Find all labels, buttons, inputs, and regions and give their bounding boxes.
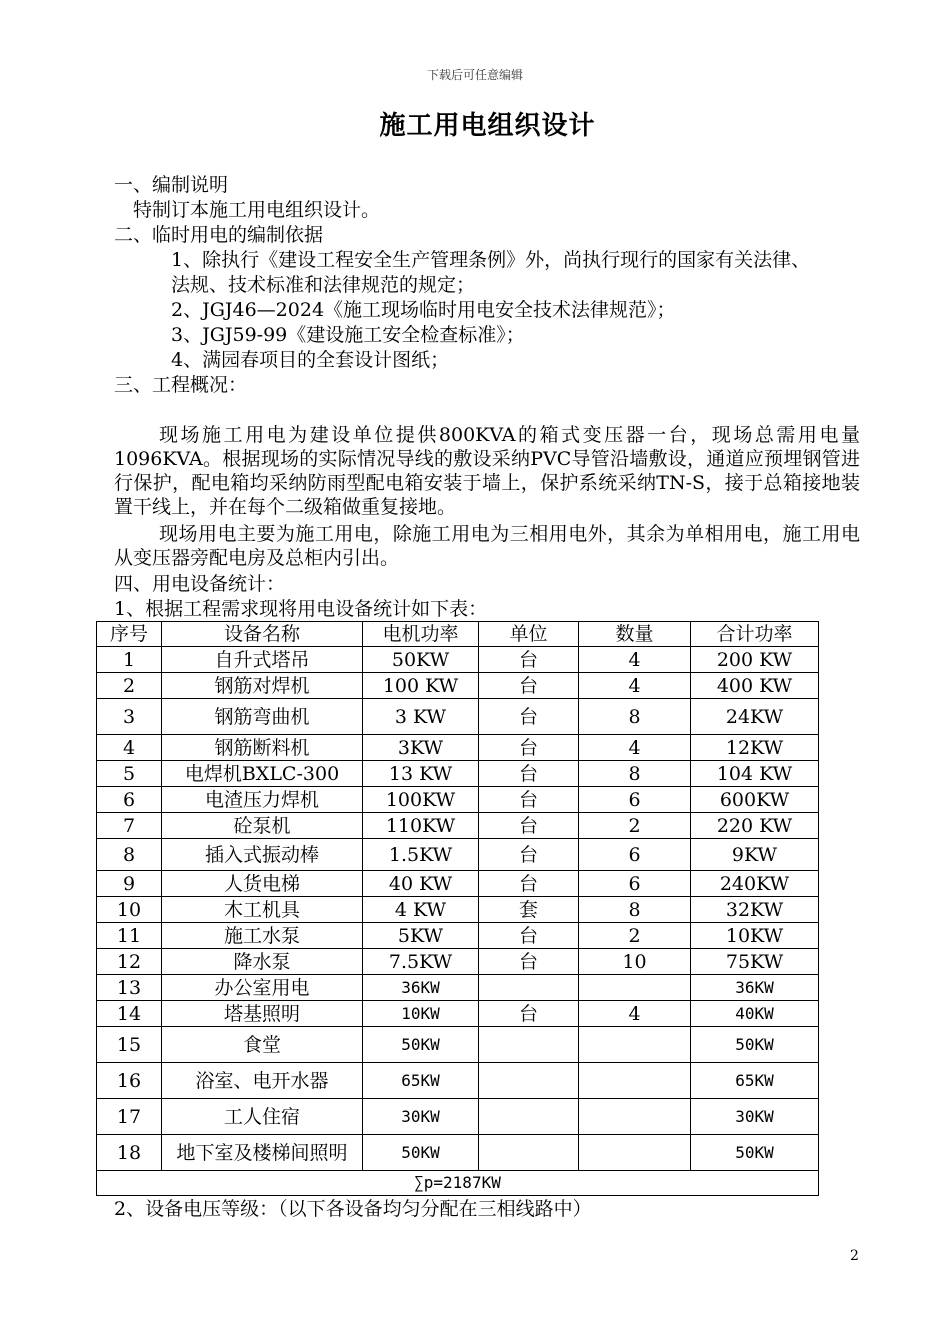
table-cell: 2 (579, 923, 691, 949)
table-cell: 12 (97, 949, 162, 975)
table-cell: 台 (479, 923, 579, 949)
table-cell: 40 KW (363, 871, 479, 897)
table-cell: 施工水泵 (162, 923, 363, 949)
header-note: 下载后可任意编辑 (426, 68, 523, 82)
table-cell: 5KW (363, 923, 479, 949)
table-row (97, 839, 819, 871)
table-cell (579, 975, 691, 1001)
table-cell: 6 (579, 787, 691, 813)
table-cell: 4 KW (363, 897, 479, 923)
table-cell: 65KW (691, 1063, 819, 1099)
equipment-table (96, 621, 819, 1196)
table-cell (579, 1135, 691, 1171)
table-cell: 木工机具 (162, 897, 363, 923)
table-row (97, 1135, 819, 1171)
table-cell: 砼泵机 (162, 813, 363, 839)
table-cell: 塔基照明 (162, 1001, 363, 1027)
table-cell: 地下室及楼梯间照明 (162, 1135, 363, 1171)
table-cell: 台 (479, 1001, 579, 1027)
table-cell: 5 (97, 761, 162, 787)
table-cell: 台 (479, 839, 579, 871)
header-cell: 序号 (97, 622, 162, 647)
table-cell (479, 1027, 579, 1063)
table-cell: 7 (97, 813, 162, 839)
section-2-item-3: 3、JGJ59-99《建设施工安全检查标准》； (171, 324, 525, 346)
table-cell: 32KW (691, 897, 819, 923)
table-cell: 4 (97, 735, 162, 761)
table-cell: 台 (479, 871, 579, 897)
table-cell: 8 (579, 699, 691, 735)
table-cell: 4 (579, 1001, 691, 1027)
table-cell: 台 (479, 813, 579, 839)
table-cell: 15 (97, 1027, 162, 1063)
table-row (97, 1063, 819, 1099)
table-cell: 插入式振动棒 (162, 839, 363, 871)
table-cell: 10KW (363, 1001, 479, 1027)
table-cell: 50KW (691, 1027, 819, 1063)
total-power-cell: ∑p=2187KW (97, 1171, 819, 1196)
section-2-item-4: 4、满园春项目的全套设计图纸； (171, 349, 450, 371)
table-cell (579, 1027, 691, 1063)
section-4-heading: 四、用电设备统计： (114, 573, 286, 595)
table-cell: 220 KW (691, 813, 819, 839)
table-row (97, 735, 819, 761)
table-cell: 钢筋对焊机 (162, 673, 363, 699)
table-cell: 50KW (691, 1135, 819, 1171)
section-4-item-1: 1、根据工程需求现将用电设备统计如下表： (114, 598, 488, 620)
table-cell: 人货电梯 (162, 871, 363, 897)
table-row (97, 1027, 819, 1063)
header-cell: 电机功率 (363, 622, 479, 647)
table-cell: 110KW (363, 813, 479, 839)
table-cell: 台 (479, 735, 579, 761)
table-cell: 钢筋断料机 (162, 735, 363, 761)
table-cell: 600KW (691, 787, 819, 813)
table-row (97, 1001, 819, 1027)
table-cell: 7.5KW (363, 949, 479, 975)
table-cell: 17 (97, 1099, 162, 1135)
table-cell: 2 (579, 813, 691, 839)
table-row (97, 699, 819, 735)
section-2-item-2: 2、JGJ46—2024《施工现场临时用电安全技术法律规范》； (171, 299, 676, 321)
table-cell: 400 KW (691, 673, 819, 699)
table-row (97, 787, 819, 813)
table-row (97, 923, 819, 949)
table-cell: 12KW (691, 735, 819, 761)
table-cell: 台 (479, 647, 579, 673)
table-cell: 2 (97, 673, 162, 699)
table-cell: 13 KW (363, 761, 479, 787)
table-row (97, 871, 819, 897)
table-cell: 电渣压力焊机 (162, 787, 363, 813)
table-cell: 1.5KW (363, 839, 479, 871)
table-cell: 1 (97, 647, 162, 673)
table-row (97, 975, 819, 1001)
table-cell: 10 (97, 897, 162, 923)
section-2-item-1-line-1: 1、除执行《建设工程安全生产管理条例》外，尚执行现行的国家有关法律、 (171, 249, 811, 271)
table-cell: 9KW (691, 839, 819, 871)
table-cell: 8 (97, 839, 162, 871)
section-2-item-1-line-2: 法规、技术标准和法律规范的规定； (171, 274, 476, 296)
table-cell: 9 (97, 871, 162, 897)
table-cell: 4 (579, 673, 691, 699)
table-cell: 8 (579, 897, 691, 923)
header-cell: 合计功率 (691, 622, 819, 647)
table-cell: 10 (579, 949, 691, 975)
table-cell: 36KW (691, 975, 819, 1001)
table-cell: 16 (97, 1063, 162, 1099)
table-cell: 3 (97, 699, 162, 735)
table-cell: 36KW (363, 975, 479, 1001)
table-cell (479, 1063, 579, 1099)
table-cell: 50KW (363, 647, 479, 673)
section-2-heading: 二、临时用电的编制依据 (114, 224, 324, 246)
table-cell: 65KW (363, 1063, 479, 1099)
table-cell: 套 (479, 897, 579, 923)
table-total-row (97, 1171, 819, 1196)
table-header-row (97, 622, 819, 647)
table-cell: 台 (479, 673, 579, 699)
table-cell: 40KW (691, 1001, 819, 1027)
table-cell: 75KW (691, 949, 819, 975)
table-cell: 4 (579, 735, 691, 761)
document-title: 施工用电组织设计 (379, 111, 596, 141)
section-3-heading: 三、工程概况： (114, 374, 248, 396)
table-cell: 6 (97, 787, 162, 813)
table-cell: 8 (579, 761, 691, 787)
table-row (97, 949, 819, 975)
table-row (97, 673, 819, 699)
table-cell: 台 (479, 699, 579, 735)
table-cell: 200 KW (691, 647, 819, 673)
table-cell: 工人住宿 (162, 1099, 363, 1135)
section-1-heading: 一、编制说明 (114, 174, 229, 196)
header-cell: 数量 (579, 622, 691, 647)
table-cell (479, 1099, 579, 1135)
table-cell (579, 1099, 691, 1135)
table-cell: 50KW (363, 1135, 479, 1171)
table-cell: 降水泵 (162, 949, 363, 975)
table-cell: 240KW (691, 871, 819, 897)
table-row (97, 647, 819, 673)
table-cell: 3 KW (363, 699, 479, 735)
table-cell (479, 975, 579, 1001)
table-row (97, 813, 819, 839)
table-cell: 浴室、电开水器 (162, 1063, 363, 1099)
table-cell: 100KW (363, 787, 479, 813)
table-row (97, 1099, 819, 1135)
table-cell: 台 (479, 787, 579, 813)
table-cell: 6 (579, 839, 691, 871)
table-cell: 自升式塔吊 (162, 647, 363, 673)
section-4-item-2: 2、设备电压等级：（以下各设备均匀分配在三相线路中） (114, 1198, 592, 1220)
table-cell: 3KW (363, 735, 479, 761)
table-cell: 30KW (363, 1099, 479, 1135)
table-cell: 18 (97, 1135, 162, 1171)
table-cell: 食堂 (162, 1027, 363, 1063)
table-cell: 4 (579, 647, 691, 673)
table-cell: 30KW (691, 1099, 819, 1135)
table-cell: 14 (97, 1001, 162, 1027)
table-cell: 13 (97, 975, 162, 1001)
table-cell (579, 1063, 691, 1099)
table-cell: 100 KW (363, 673, 479, 699)
table-cell (479, 1135, 579, 1171)
table-cell: 11 (97, 923, 162, 949)
table-cell: 钢筋弯曲机 (162, 699, 363, 735)
table-cell: 10KW (691, 923, 819, 949)
table-row (97, 761, 819, 787)
page-number: 2 (850, 1248, 859, 1264)
table-cell: 台 (479, 761, 579, 787)
table-cell: 6 (579, 871, 691, 897)
section-3-paragraph-2: 现场用电主要为施工用电，除施工用电为三相用电外，其余为单相用电，施工用电从变压器旁配电房及总柜内引出。 (114, 523, 860, 569)
header-cell: 设备名称 (162, 622, 363, 647)
table-cell: 电焊机BXLC-300 (162, 761, 363, 787)
table-cell: 办公室用电 (162, 975, 363, 1001)
table-cell: 24KW (691, 699, 819, 735)
header-cell: 单位 (479, 622, 579, 647)
table-cell: 50KW (363, 1027, 479, 1063)
section-3-paragraph-1: 现场施工用电为建设单位提供800KVA的箱式变压器一台，现场总需用电量1096KVA。根据现场的实际情况导线的敷设采纳PVC导管沿墙敷设，通道应预埋钢管进行保护，配电箱均采纳防雨型配电箱安装于墙上，保护系统采纳TN-S，接于总箱接地装置干线上，并在每个二级箱做重复接地。 (114, 424, 860, 518)
section-1-text: 特制订本施工用电组织设计。 (133, 199, 381, 221)
table-cell: 台 (479, 949, 579, 975)
table-row (97, 897, 819, 923)
table-cell: 104 KW (691, 761, 819, 787)
